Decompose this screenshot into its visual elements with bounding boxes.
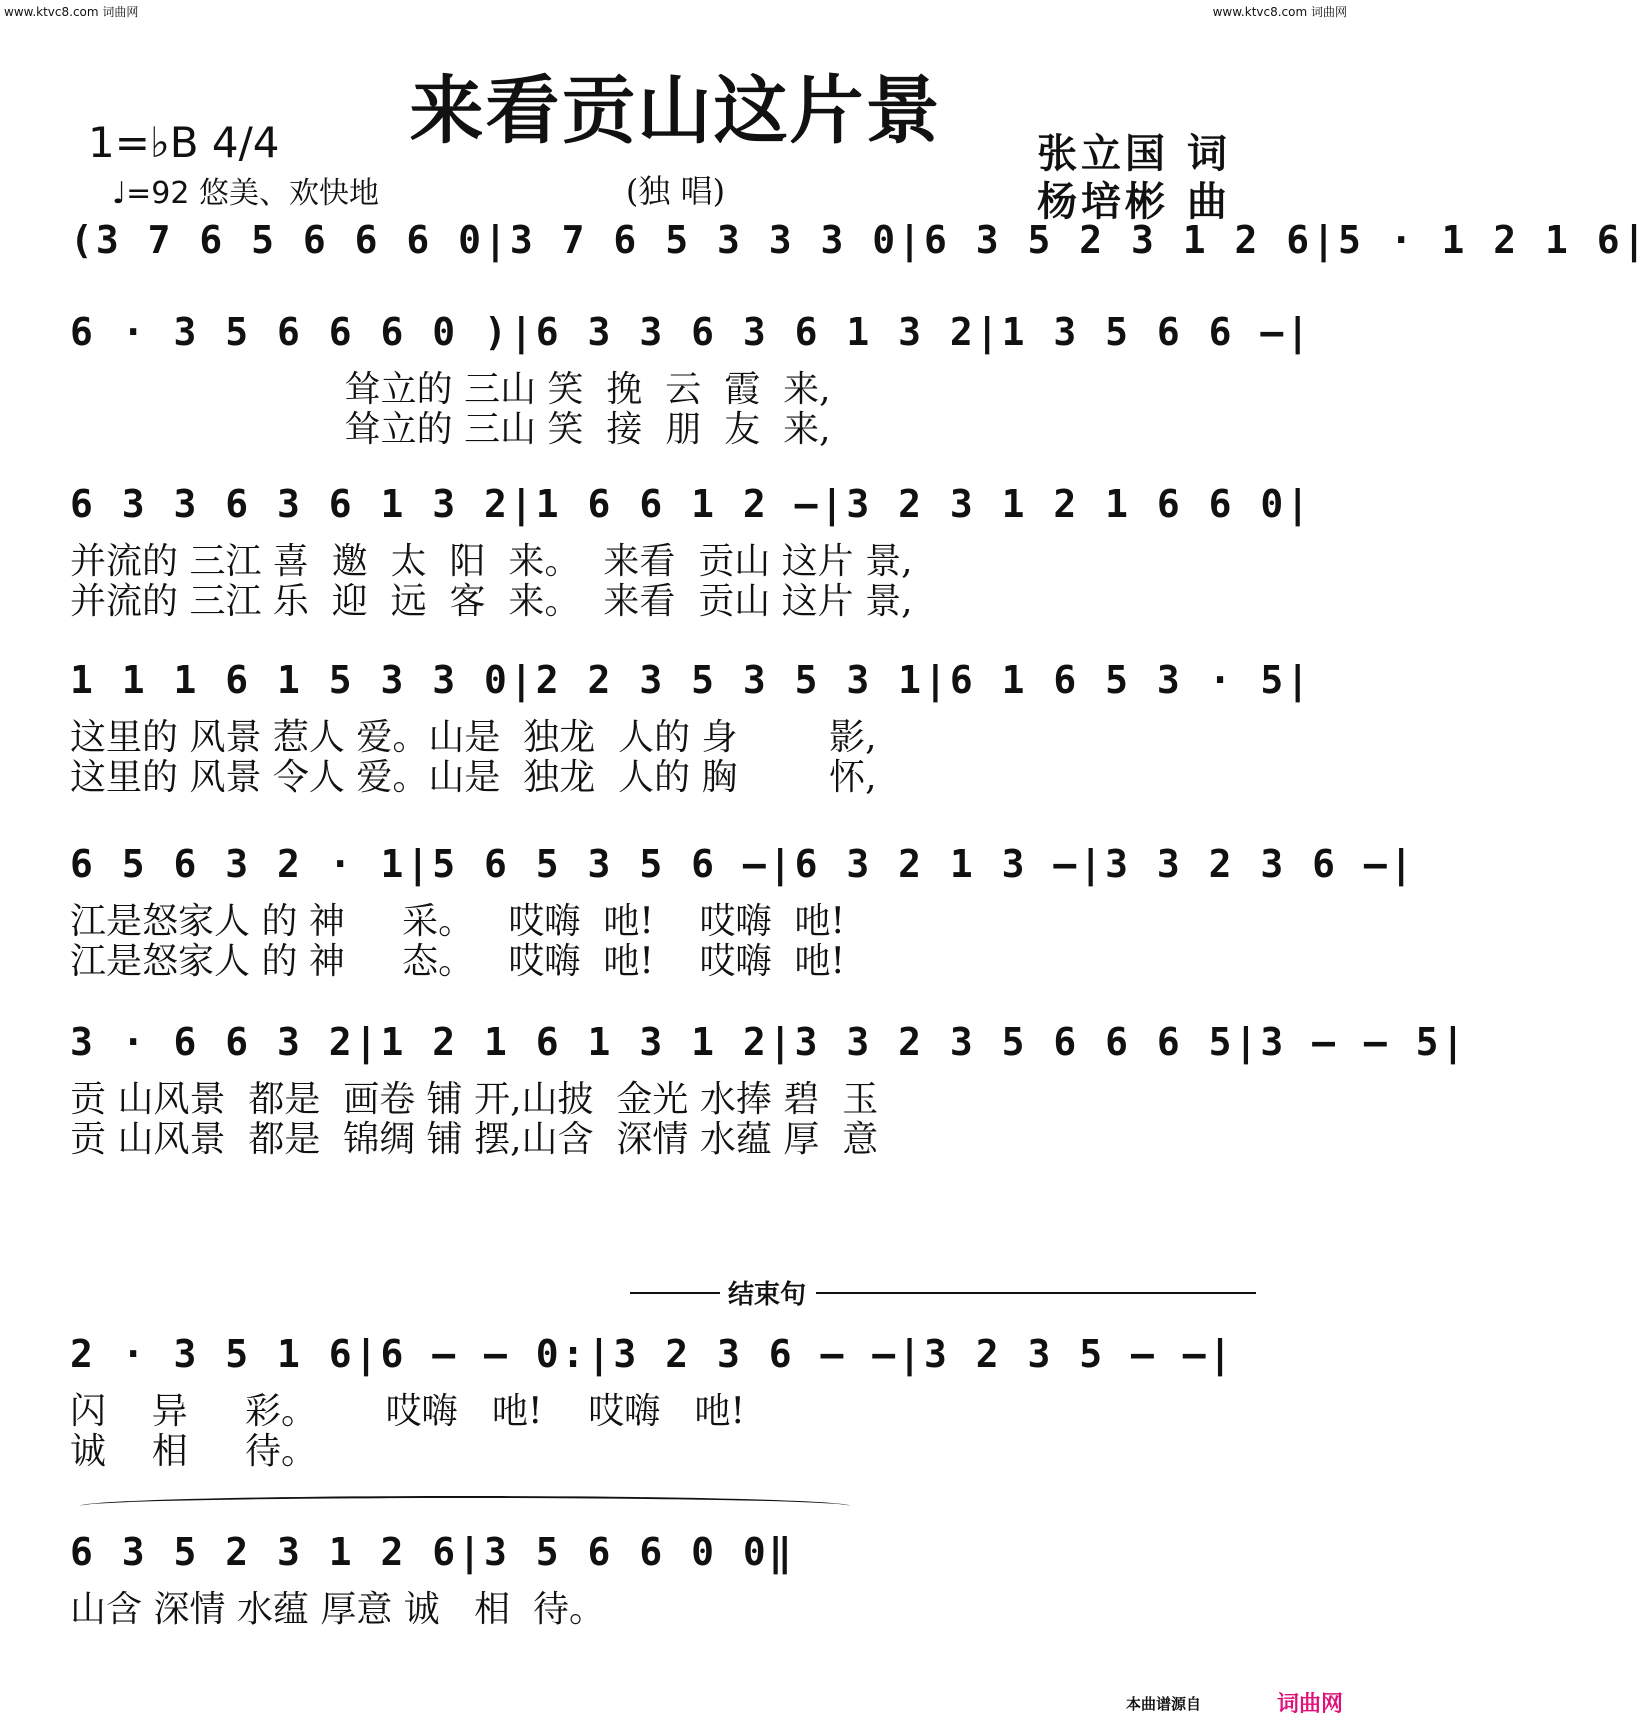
notation-line: 6 3 3 6 3 6 1 3 2|1 6 6 1 2 —|3 2 3 1 2 1 6 6 0| bbox=[70, 472, 1285, 536]
tempo-marking: ♩=92 悠美、欢快地 bbox=[112, 176, 379, 211]
lyric-verse-1: 贡 山风景 都是 画卷 铺 开,山披 金光 水捧 碧 玉 bbox=[70, 1079, 879, 1120]
site-watermark-left: www.ktvc8.com 词曲网 bbox=[4, 5, 139, 19]
lyric-verse-2: 诚 相 待。 bbox=[70, 1431, 317, 1472]
notation-line: 6 5 6 3 2 · 1|5 6 5 3 5 6 —|6 3 2 1 3 —|3 3 2 3 6 —| bbox=[70, 832, 1285, 896]
lyric-verse-1: 山含 深情 水蕴 厚意 诚 相 待。 bbox=[70, 1589, 605, 1630]
notation-line: 6 · 3 5 6 6 6 0 )|6 3 3 6 3 6 1 3 2|1 3 5 6 6 —| bbox=[70, 300, 1285, 364]
lyric-verse-2: 这里的 风景 令人 爱。山是 独龙 人的 胸 怀, bbox=[70, 757, 877, 798]
notation-line: 6 3 5 2 3 1 2 6|3 5 6 6 0 0‖ bbox=[70, 1520, 1285, 1584]
phrase-slur bbox=[80, 1496, 850, 1516]
composer-credit: 杨培彬 曲 bbox=[1037, 178, 1231, 225]
lyric-verse-2: 江是怒家人 的 神 态。 哎嗨 吔! 哎嗨 吔! bbox=[70, 941, 845, 982]
notation-line: 3 · 6 6 3 2|1 2 1 6 1 3 1 2|3 3 2 3 5 6 6 6 5|3 — — 5| bbox=[70, 1010, 1285, 1074]
performance-type: (独 唱) bbox=[625, 172, 726, 210]
site-brand-logo: 词曲网 bbox=[1276, 1692, 1343, 1717]
lyric-verse-1: 闪 异 彩。 哎嗨 吔! 哎嗨 吔! bbox=[70, 1391, 746, 1432]
notation-line: 1 1 1 6 1 5 3 3 0|2 2 3 5 3 5 3 1|6 1 6 5 3 · 5| bbox=[70, 648, 1285, 712]
ending-bracket-right bbox=[816, 1292, 1256, 1294]
notation-line: 2 · 3 5 1 6|6 — — 0:|3 2 3 6 — —|3 2 3 5 — —| bbox=[70, 1322, 1285, 1386]
song-title: 来看贡山这片景 bbox=[409, 68, 942, 154]
lyricist-credit: 张立国 词 bbox=[1037, 130, 1231, 177]
lyric-verse-1: 江是怒家人 的 神 采。 哎嗨 吔! 哎嗨 吔! bbox=[70, 901, 845, 942]
site-watermark-right: www.ktvc8.com 词曲网 bbox=[1212, 5, 1347, 19]
lyric-verse-2: 贡 山风景 都是 锦绸 铺 摆,山含 深情 水蕴 厚 意 bbox=[70, 1119, 879, 1160]
key-signature: 1=♭B 4/4 bbox=[88, 118, 280, 167]
lyric-verse-2: 耸立的 三山 笑 接 朋 友 来, bbox=[70, 409, 831, 450]
ending-label: 结束句 bbox=[728, 1280, 807, 1310]
lyric-verse-1: 这里的 风景 惹人 爱。山是 独龙 人的 身 影, bbox=[70, 717, 877, 758]
lyric-verse-2: 并流的 三江 乐 迎 远 客 来。 来看 贡山 这片 景, bbox=[70, 581, 913, 622]
source-note: 本曲谱源自 bbox=[1125, 1695, 1201, 1713]
lyric-verse-1: 并流的 三江 喜 邀 太 阳 来。 来看 贡山 这片 景, bbox=[70, 541, 913, 582]
ending-bracket-left bbox=[630, 1292, 720, 1294]
lyric-verse-1: 耸立的 三山 笑 挽 云 霞 来, bbox=[70, 369, 831, 410]
notation-line: (3 7 6 5 6 6 6 0|3 7 6 5 3 3 3 0|6 3 5 2 3 1 2 6|5 · 1 2 1 6| bbox=[70, 208, 1285, 272]
